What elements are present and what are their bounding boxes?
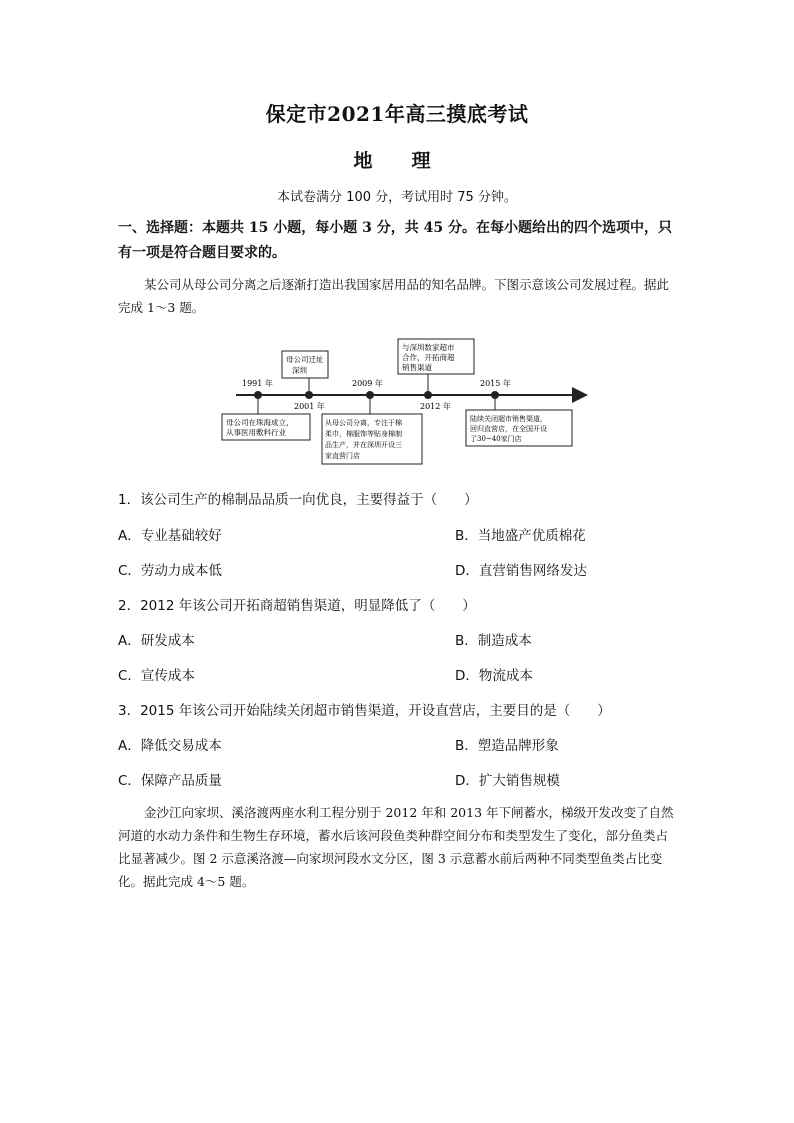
question-1-option-b[interactable]: B．当地盛产优质棉花 [455, 528, 586, 544]
box-1991-line-2: 从事医用敷料行业 [226, 428, 286, 437]
question-3-option-c[interactable]: C．保障产品质量 [118, 773, 222, 789]
box-2001-line-2: 深圳 [292, 366, 307, 375]
question-1-option-a[interactable]: A．专业基础较好 [118, 528, 222, 544]
year-2012: 2012 年 [420, 402, 451, 411]
question-3-stem: 3．2015 年该公司开始陆续关闭超市销售渠道，开设直营店，主要目的是（ ） [118, 703, 611, 719]
timeline-dot-2009 [366, 391, 374, 399]
question-2-option-b[interactable]: B．制造成本 [455, 633, 532, 649]
box-1991-line-1: 母公司在珠海成立， [226, 418, 294, 427]
timeline-dot-2001 [305, 391, 313, 399]
year-2001: 2001 年 [294, 402, 325, 411]
box-2012-line-3: 销售渠道 [402, 363, 432, 372]
box-2009-line-3: 品生产，并在深圳开设三 [325, 441, 402, 449]
timeline-dot-2015 [491, 391, 499, 399]
question-2-option-a[interactable]: A．研发成本 [118, 633, 195, 649]
box-2015-line-1: 陆续关闭超市销售渠道， [470, 415, 547, 423]
box-2012-line-1: 与深圳数家超市 [402, 343, 455, 352]
box-2012-line-2: 合作，开拓商超 [402, 353, 455, 362]
timeline-figure [218, 336, 590, 466]
year-2009: 2009 年 [352, 379, 383, 388]
exam-note: 本试卷满分 100 分，考试用时 75 分钟。 [277, 190, 517, 205]
exam-subject: 地 理 [353, 150, 441, 172]
box-2001-line-1: 母公司迁址 [286, 355, 324, 364]
exam-title: 保定市2021年高三摸底考试 [265, 102, 529, 126]
timeline-dot-2012 [424, 391, 432, 399]
question-1-stem: 1．该公司生产的棉制品品质一向优良，主要得益于（ ） [118, 492, 478, 508]
question-3-option-b[interactable]: B．塑造品牌形象 [455, 738, 559, 754]
question-3-option-d[interactable]: D．扩大销售规模 [455, 773, 560, 789]
box-2015-line-3: 了30~40家门店 [470, 435, 522, 443]
question-2-option-d[interactable]: D．物流成本 [455, 668, 533, 684]
timeline-dot-1991 [254, 391, 262, 399]
box-2009-line-2: 柔巾，棉服饰等贴身棉制 [325, 430, 402, 438]
passage-2: 金沙江向家坝、溪洛渡两座水利工程分别于 2012 年和 2013 年下闸蓄水，梯级开发改变了自然河道的水动力条件和生物生存环境，蓄水后该河段鱼类种群空间分布和类型发生了变化，部分鱼类占比显著减少。图 2 示意溪洛渡—向家坝河段水文分区，图 3 示意蓄水前后两种不同类型鱼类占比变化。据此完成 4～5 题。 [118, 805, 674, 889]
question-3-option-a[interactable]: A．降低交易成本 [118, 738, 222, 754]
box-2015-line-2: 回归直营店，在全国开设 [470, 425, 547, 433]
question-1-option-d[interactable]: D．直营销售网络发达 [455, 563, 587, 579]
box-2009-line-4: 家直营门店 [325, 452, 360, 460]
question-1-option-c[interactable]: C．劳动力成本低 [118, 563, 222, 579]
section-heading: 一、选择题：本题共 15 小题，每小题 3 分，共 45 分。在每小题给出的四个选项中，只有一项是符合题目要求的。 [118, 220, 672, 261]
question-2-option-c[interactable]: C．宣传成本 [118, 668, 195, 684]
timeline-svg [218, 336, 590, 466]
year-1991: 1991 年 [242, 379, 273, 388]
passage-1: 某公司从母公司分离之后逐渐打造出我国家居用品的知名品牌。下图示意该公司发展过程。据此完成 1～3 题。 [118, 277, 670, 315]
box-2009-line-1: 从母公司分离，专注于棉 [325, 419, 402, 427]
question-2-stem: 2．2012 年该公司开拓商超销售渠道，明显降低了（ ） [118, 598, 476, 614]
year-2015: 2015 年 [480, 379, 511, 388]
